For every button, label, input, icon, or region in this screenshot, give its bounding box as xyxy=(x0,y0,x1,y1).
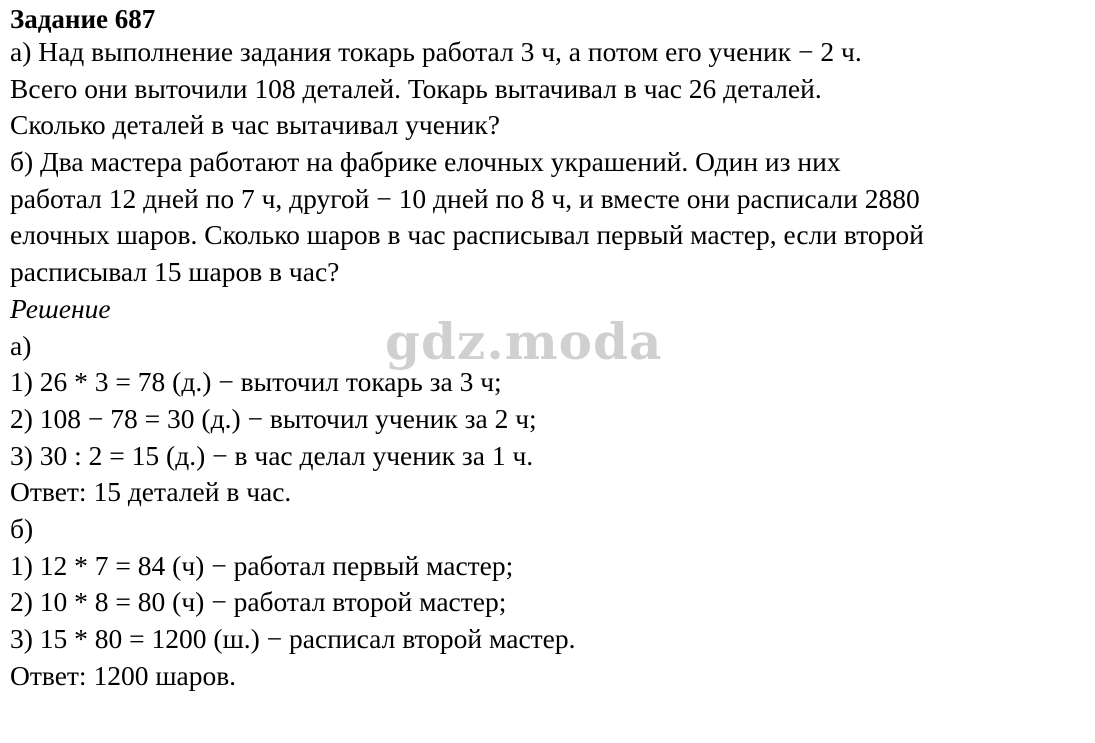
solution-line: 2) 108 − 78 = 30 (д.) − выточил ученик за 2 ч; xyxy=(10,402,537,434)
problem-line: Всего они выточили 108 деталей. Токарь вытачивал в час 26 деталей. xyxy=(10,72,822,104)
solution-line: 3) 15 * 80 = 1200 (ш.) − расписал второй мастер. xyxy=(10,623,576,654)
watermark-logo: gdz.moda xyxy=(385,312,663,371)
problem-line: а) Над выполнение задания токарь работал 3 ч, а потом его ученик − 2 ч. xyxy=(10,36,862,67)
solution-part-a xyxy=(10,328,1090,511)
problem-line: б) Два мастера работают на фабрике елочных украшений. Один из них xyxy=(10,146,841,178)
solution-line: 2) 10 * 8 = 80 (ч) − работал второй мастер; xyxy=(10,586,507,618)
solution-line: 1) 12 * 7 = 84 (ч) − работал первый мастер; xyxy=(10,549,514,581)
answer-line: Ответ: 1200 шаров. xyxy=(10,659,237,691)
solution-heading: Решение xyxy=(10,292,111,324)
document-page xyxy=(10,4,1090,694)
problem-line: расписывал 15 шаров в час? xyxy=(10,256,340,288)
problem-line: Сколько деталей в час вытачивал ученик? xyxy=(10,109,500,141)
solution-line: 3) 30 : 2 = 15 (д.) − в час делал ученик за 1 ч. xyxy=(10,439,534,471)
solution-line: б) xyxy=(10,512,34,544)
solution-line: 1) 26 * 3 = 78 (д.) − выточил токарь за 3 ч; xyxy=(10,366,502,398)
solution-line: а) xyxy=(10,329,32,361)
problem-line: работал 12 дней по 7 ч, другой − 10 дней по 8 ч, и вместе они расписали 2880 xyxy=(10,182,920,214)
problem-text xyxy=(10,34,1090,291)
task-title: Задание 687 xyxy=(10,4,156,34)
answer-line: Ответ: 15 деталей в час. xyxy=(10,476,292,508)
problem-line: елочных шаров. Сколько шаров в час расписывал первый мастер, если второй xyxy=(10,219,924,251)
solution-part-b xyxy=(10,511,1090,694)
